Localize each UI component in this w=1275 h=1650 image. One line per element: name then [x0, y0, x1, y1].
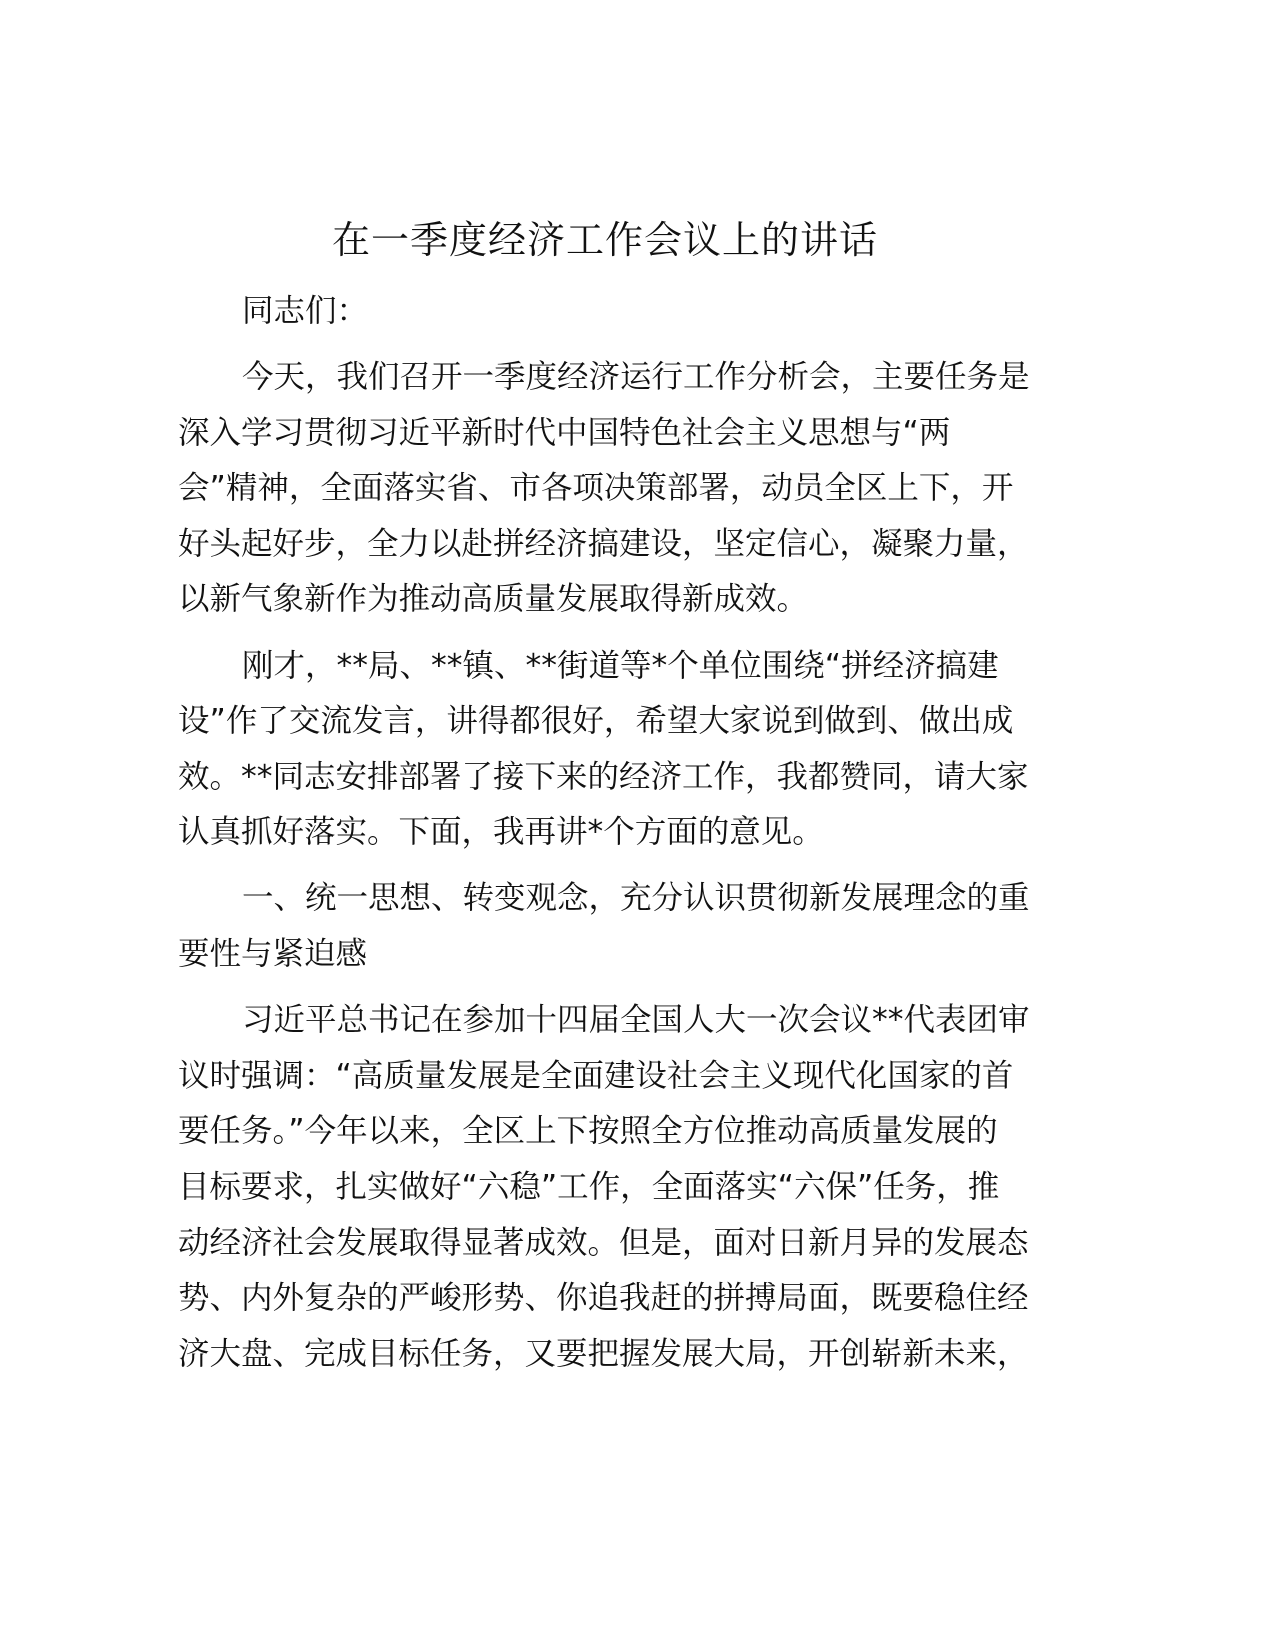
paragraph: [178, 350, 1048, 628]
text-line: 今天，我们召开一季度经济运行工作分析会，主要任务是: [242, 359, 1030, 396]
text-line: 动经济社会发展取得显著成效。但是，面对日新月异的发展态: [178, 1224, 1029, 1261]
text-line: 要性与紧迫感: [178, 936, 368, 973]
text-line: 济大盘、完成目标任务，又要把握发展大局，开创崭新未来，: [178, 1335, 1029, 1372]
text-line: 要任务。”今年以来，全区上下按照全方位推动高质量发展的: [178, 1113, 998, 1150]
paragraph: [178, 871, 1048, 982]
paragraph: [178, 284, 1048, 340]
document-body: [178, 284, 1048, 1393]
paragraph: [178, 639, 1048, 861]
text-line: 议时强调：“高质量发展是全面建设社会主义现代化国家的首: [178, 1057, 1014, 1094]
text-line: 设”作了交流发言，讲得都很好，希望大家说到做到、做出成: [178, 703, 1014, 740]
text-line: 效。**同志安排部署了接下来的经济工作，我都赞同，请大家: [178, 758, 1029, 795]
text-line: 深入学习贯彻习近平新时代中国特色社会主义思想与“两: [178, 414, 951, 451]
text-line: 一、统一思想、转变观念，充分认识贯彻新发展理念的重: [242, 880, 1030, 917]
paragraph: [178, 993, 1048, 1382]
text-line: 认真抓好落实。下面，我再讲*个方面的意见。: [178, 814, 824, 851]
text-line: 目标要求，扎实做好“六稳”工作，全面落实“六保”任务，推: [178, 1168, 1000, 1205]
text-line: 习近平总书记在参加十四届全国人大一次会议**代表团审: [242, 1002, 1030, 1039]
text-line: 会”精神，全面落实省、市各项决策部署，动员全区上下，开: [178, 470, 1014, 507]
text-line: 以新气象新作为推动高质量发展取得新成效。: [178, 581, 809, 618]
text-line: 好头起好步，全力以赴拼经济搞建设，坚定信心，凝聚力量，: [178, 525, 1029, 562]
document-title: 在一季度经济工作会议上的讲话: [331, 218, 878, 262]
text-line: 势、内外复杂的严峻形势、你追我赶的拼搏局面，既要稳住经: [178, 1280, 1029, 1317]
text-line: 同志们：: [242, 293, 369, 329]
text-line: 刚才，**局、**镇、**街道等*个单位围绕“拼经济搞建: [242, 647, 999, 684]
